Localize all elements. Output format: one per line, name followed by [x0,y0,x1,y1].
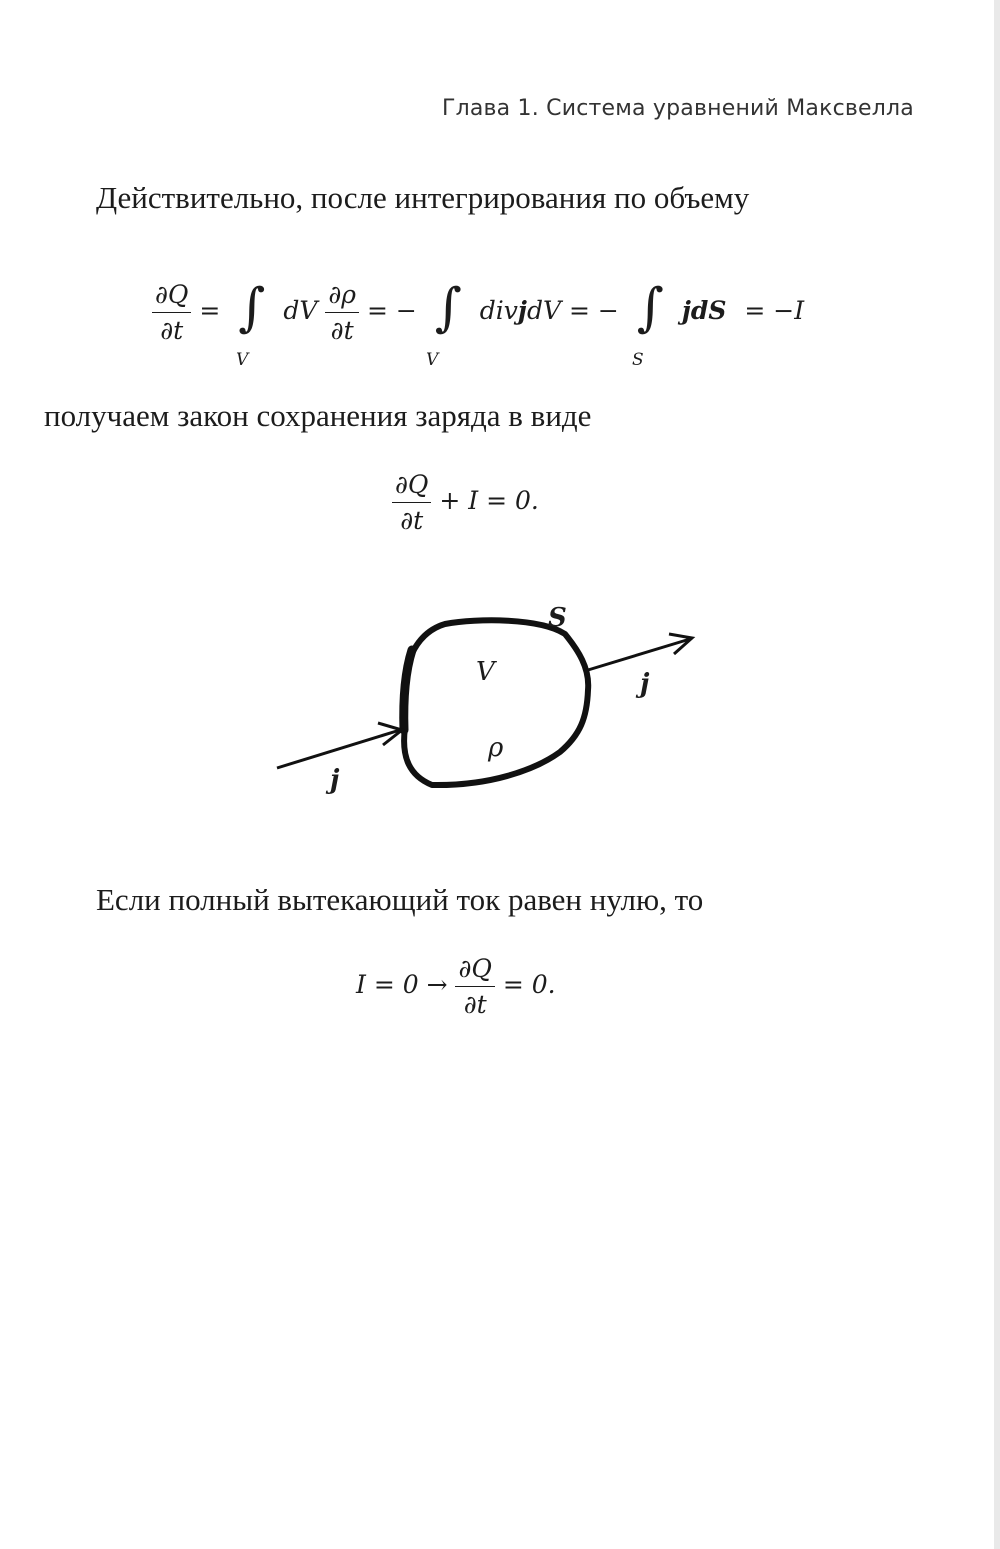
implies-arrow: → [426,970,448,999]
equation-zero-current: I = 0 → $\frac{\partial Q}{\partial t}$ = 0. [356,954,556,1019]
fraction-dq-dt-2: $\frac{\partial Q}{\partial t}$ [392,470,431,535]
label-density-rho: ρ [488,733,504,763]
label-current-in: j [330,765,340,795]
label-volume-v: V [476,657,495,687]
running-header: Глава 1. Система уравнений Максвелла [441,96,914,121]
integral-limit-s: S [632,350,644,370]
fraction-drho-dt: $\frac{\partial\rho}{\partial t}$ [325,280,359,345]
integral-limit-v1: V [236,350,249,370]
equation-conservation: $\frac{\partial Q}{\partial t}$ + I = 0. [392,470,539,535]
paragraph-1: Действительно, после интегрирования по объему [96,180,750,215]
integral-sign-3: ∫ [636,278,664,338]
current-in-arrow-line [277,730,400,768]
equation-charge-integral: $\frac{\partial Q}{\partial t}$ = ∫ dV $\frac{\partial\rho}{\partial t}$ = − ∫ divjdV = − ∫ jdS = −I [152,272,804,345]
label-surface-s: S [548,603,567,633]
paragraph-3: Если полный вытекающий ток равен нулю, то [96,882,704,917]
label-current-out: j [640,669,650,699]
fraction-dq-dt: $\frac{\partial Q}{\partial t}$ [152,280,191,345]
integral-limit-v2: V [426,350,439,370]
fraction-dq-dt-3: $\frac{\partial Q}{\partial t}$ [455,954,494,1019]
paragraph-2: получаем закон сохранения заряда в виде [44,398,592,433]
integral-sign-2: ∫ [434,278,462,338]
surface-boundary-thick [404,650,412,730]
integral-sign-1: ∫ [238,278,266,338]
